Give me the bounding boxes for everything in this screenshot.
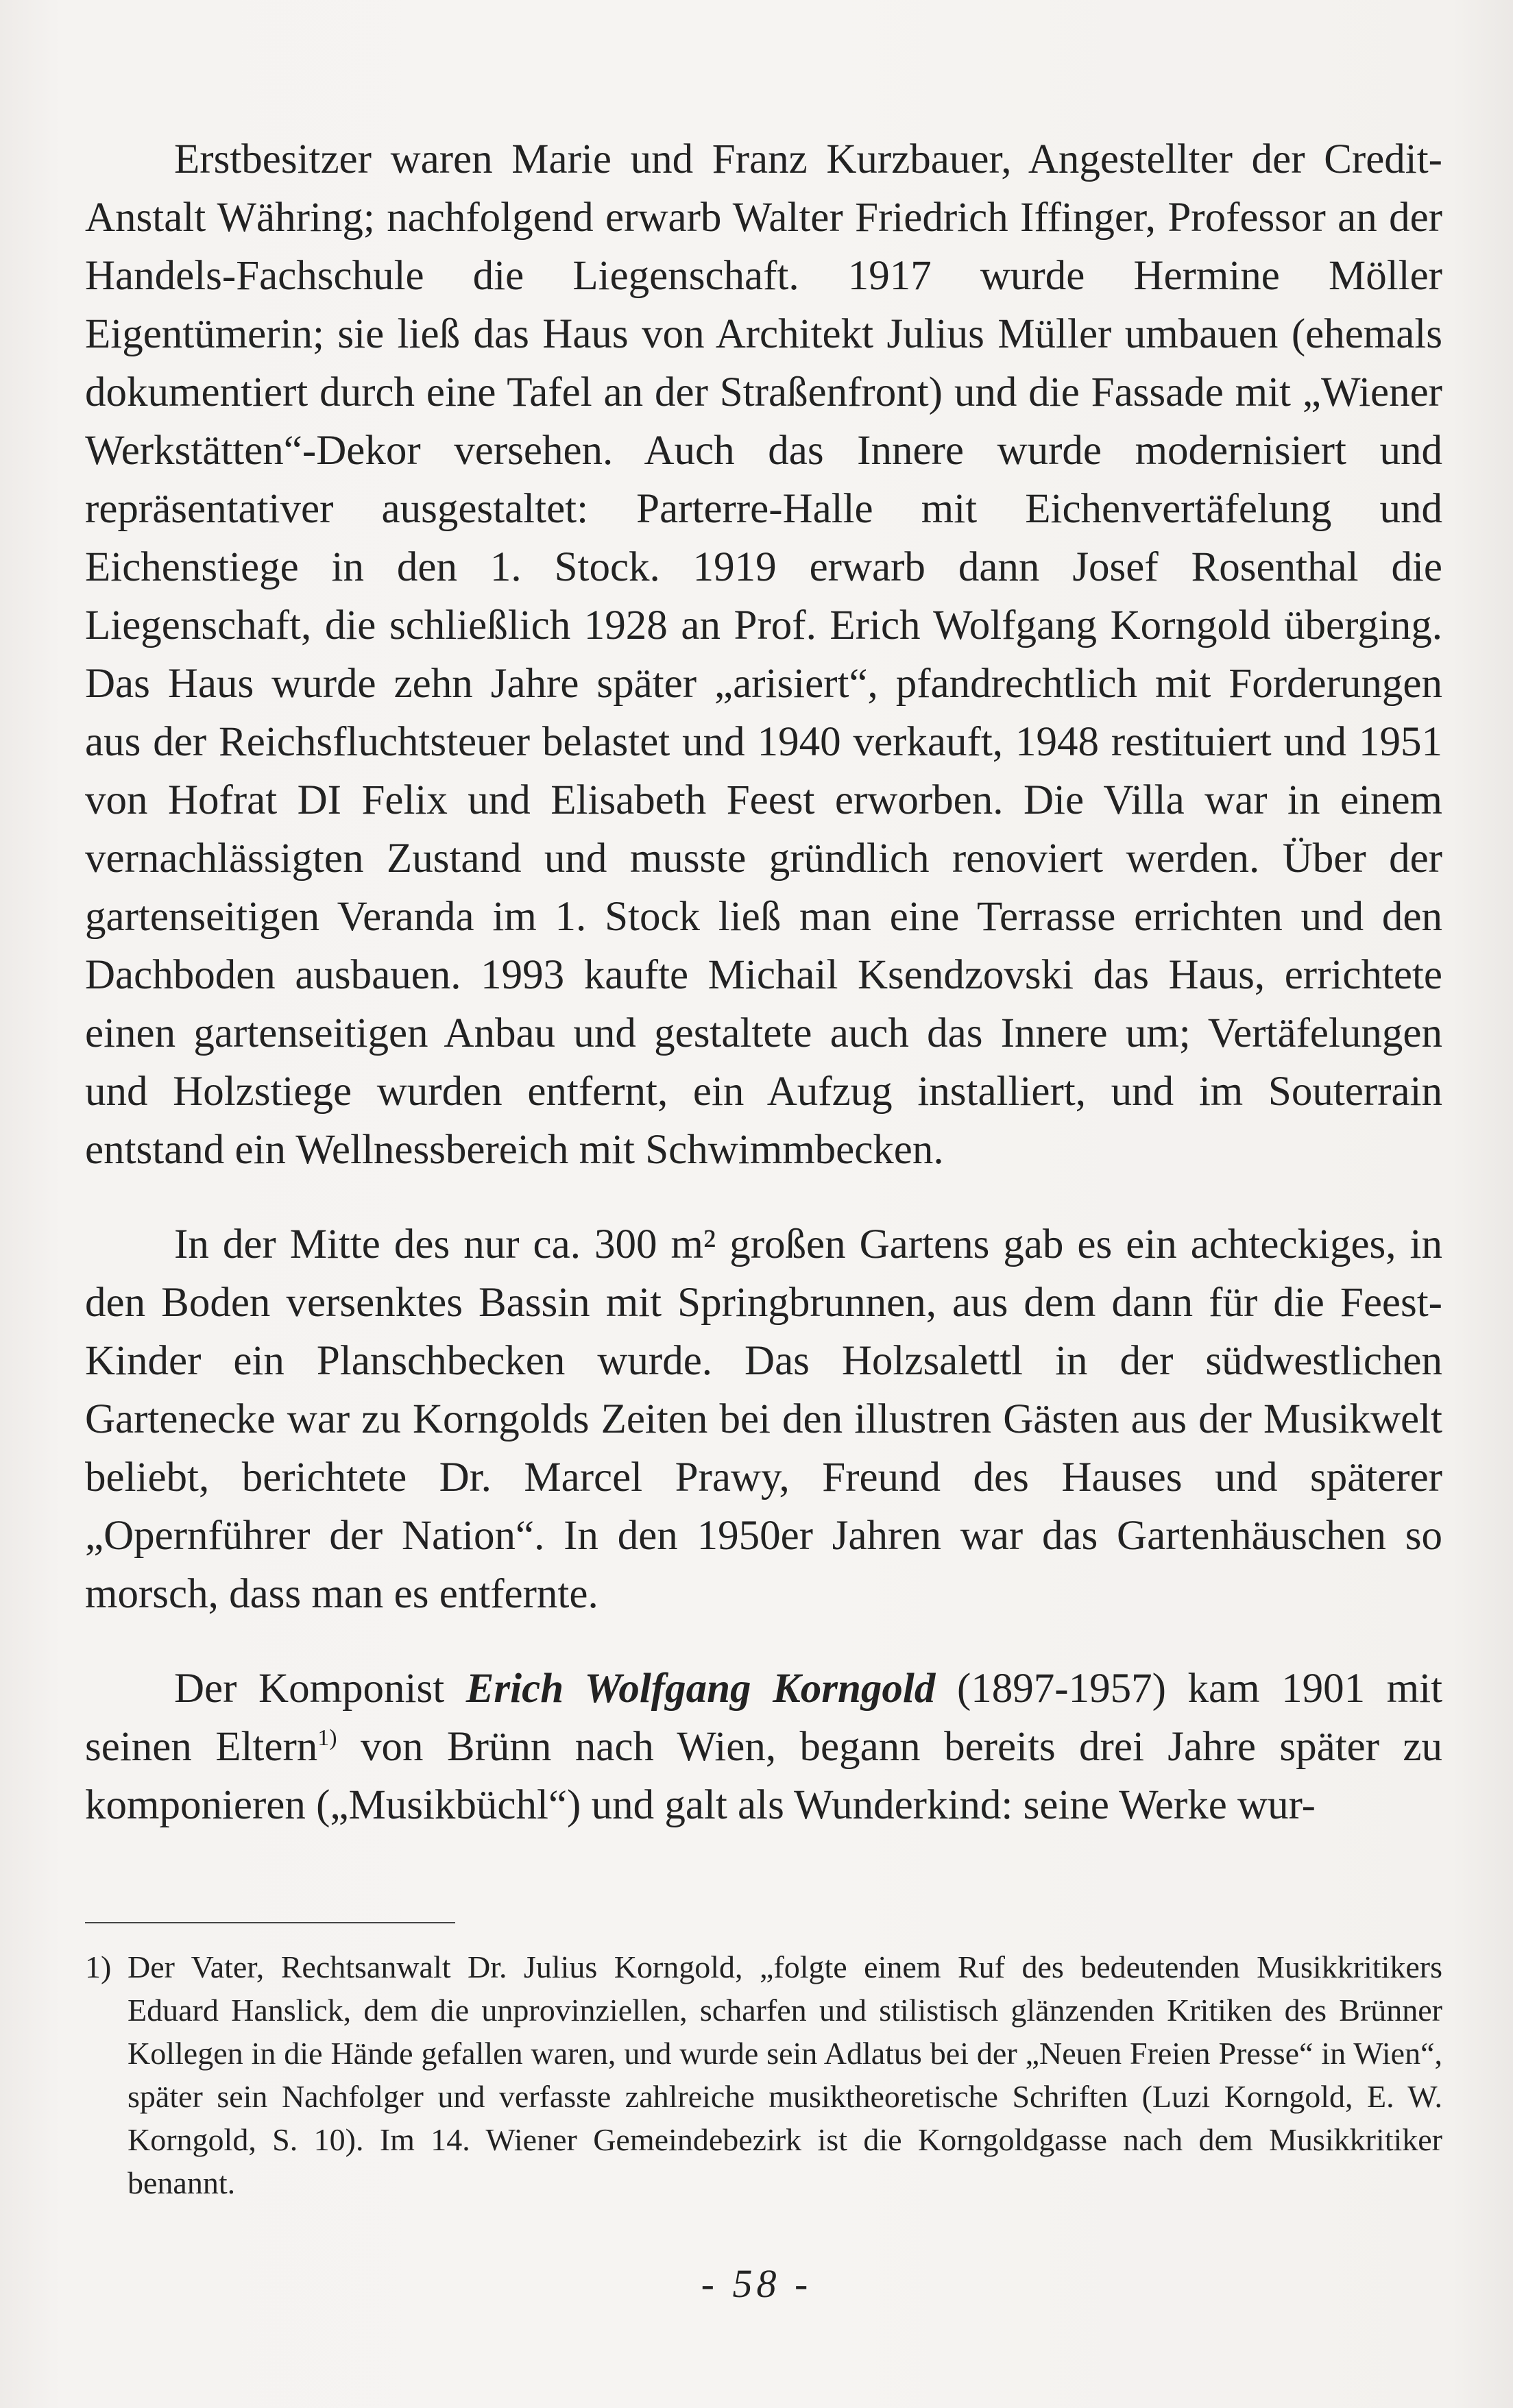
paragraph-3-before-name: Der Komponist bbox=[174, 1666, 466, 1712]
main-text bbox=[85, 130, 1442, 1834]
footnote-divider bbox=[85, 1922, 455, 1923]
footnote-reference: 1) bbox=[317, 1725, 337, 1751]
footnote-mark: 1) bbox=[85, 1949, 112, 1984]
footnote-text: Der Vater, Rechtsanwalt Dr. Julius Korngold, „folgte einem Ruf des bedeutenden Musikkritikers Eduard Hanslick, dem die unprovinziellen, scharfen und stilistisch glänzenden Kritiken des Brünner Kollegen in die Hände gefallen waren, und wurde sein Adlatus bei der „Neuen Freien Presse“ in Wien“, später sein Nachfolger und verfasste zahlreiche musiktheoretische Schriften (Luzi Korngold, E. W. Korngold, S. 10). Im 14. Wiener Gemeindebezirk ist die Korngoldgasse nach dem Musikkritiker benannt. bbox=[128, 1949, 1442, 2200]
paragraph-1: Erstbesitzer waren Marie und Franz Kurzbauer, Angestellter der Credit-Anstalt Währing; nachfolgend erwarb Walter Friedrich Iffinger, Professor an der Handels-Fachschule die Liegenschaft. 1917 wurde Hermine Möller Eigentümerin; sie ließ das Haus von Architekt Julius Müller umbauen (ehemals dokumentiert durch eine Tafel an der Straßenfront) und die Fassade mit „Wiener Werkstätten“-Dekor versehen. Auch das Innere wurde modernisiert und repräsentativer ausgestaltet: Parterre-Halle mit Eichenvertäfelung und Eichenstiege in den 1. Stock. 1919 erwarb dann Josef Rosenthal die Liegenschaft, die schließlich 1928 an Prof. Erich Wolfgang Korngold überging. Das Haus wurde zehn Jahre später „arisiert“, pfandrechtlich mit Forderungen aus der Reichsfluchtsteuer belastet und 1940 verkauft, 1948 restituiert und 1951 von Hofrat DI Felix und Elisabeth Feest erworben. Die Villa war in einem vernachlässigten Zustand und musste gründlich renoviert werden. Über der gartenseitigen Veranda im 1. Stock ließ man eine Terrasse errichten und den Dachboden ausbauen. 1993 kaufte Michail Ksendzovski das Haus, errichtete einen gartenseitigen Anbau und gestaltete auch das Innere um; Vertäfelungen und Holzstiege wurden entfernt, ein Aufzug installiert, und im Souterrain entstand ein Wellnessbereich mit Schwimmbecken. bbox=[85, 136, 1442, 1173]
paragraph-3-after-reference: von Brünn nach Wien, begann bereits drei Jahre später zu komponieren („Musikbüchl“) und galt als Wunderkind: seine Werke wur- bbox=[85, 1724, 1442, 1828]
paragraph-3 bbox=[85, 1659, 1442, 1834]
paragraph-3-after-name: (1897-1957) kam 1901 mit seinen Eltern bbox=[85, 1666, 1443, 1770]
composer-name: Erich Wolfgang Korngold bbox=[465, 1666, 936, 1712]
paragraph-2: In der Mitte des nur ca. 300 m² großen Gartens gab es ein achteckiges, in den Boden versenktes Bassin mit Springbrunnen, aus dem dann für die Feest-Kinder ein Planschbecken wurde. Das Holzsalettl in der südwestlichen Gartenecke war zu Korngolds Zeiten bei den illustren Gästen aus der Musikwelt beliebt, berichtete Dr. Marcel Prawy, Freund des Hauses und späterer „Opernführer der Nation“. In den 1950er Jahren war das Gartenhäuschen so morsch, dass man es entfernte. bbox=[85, 1221, 1442, 1617]
page-number: - 58 - bbox=[701, 2261, 812, 2306]
footnote bbox=[85, 1945, 1442, 2204]
